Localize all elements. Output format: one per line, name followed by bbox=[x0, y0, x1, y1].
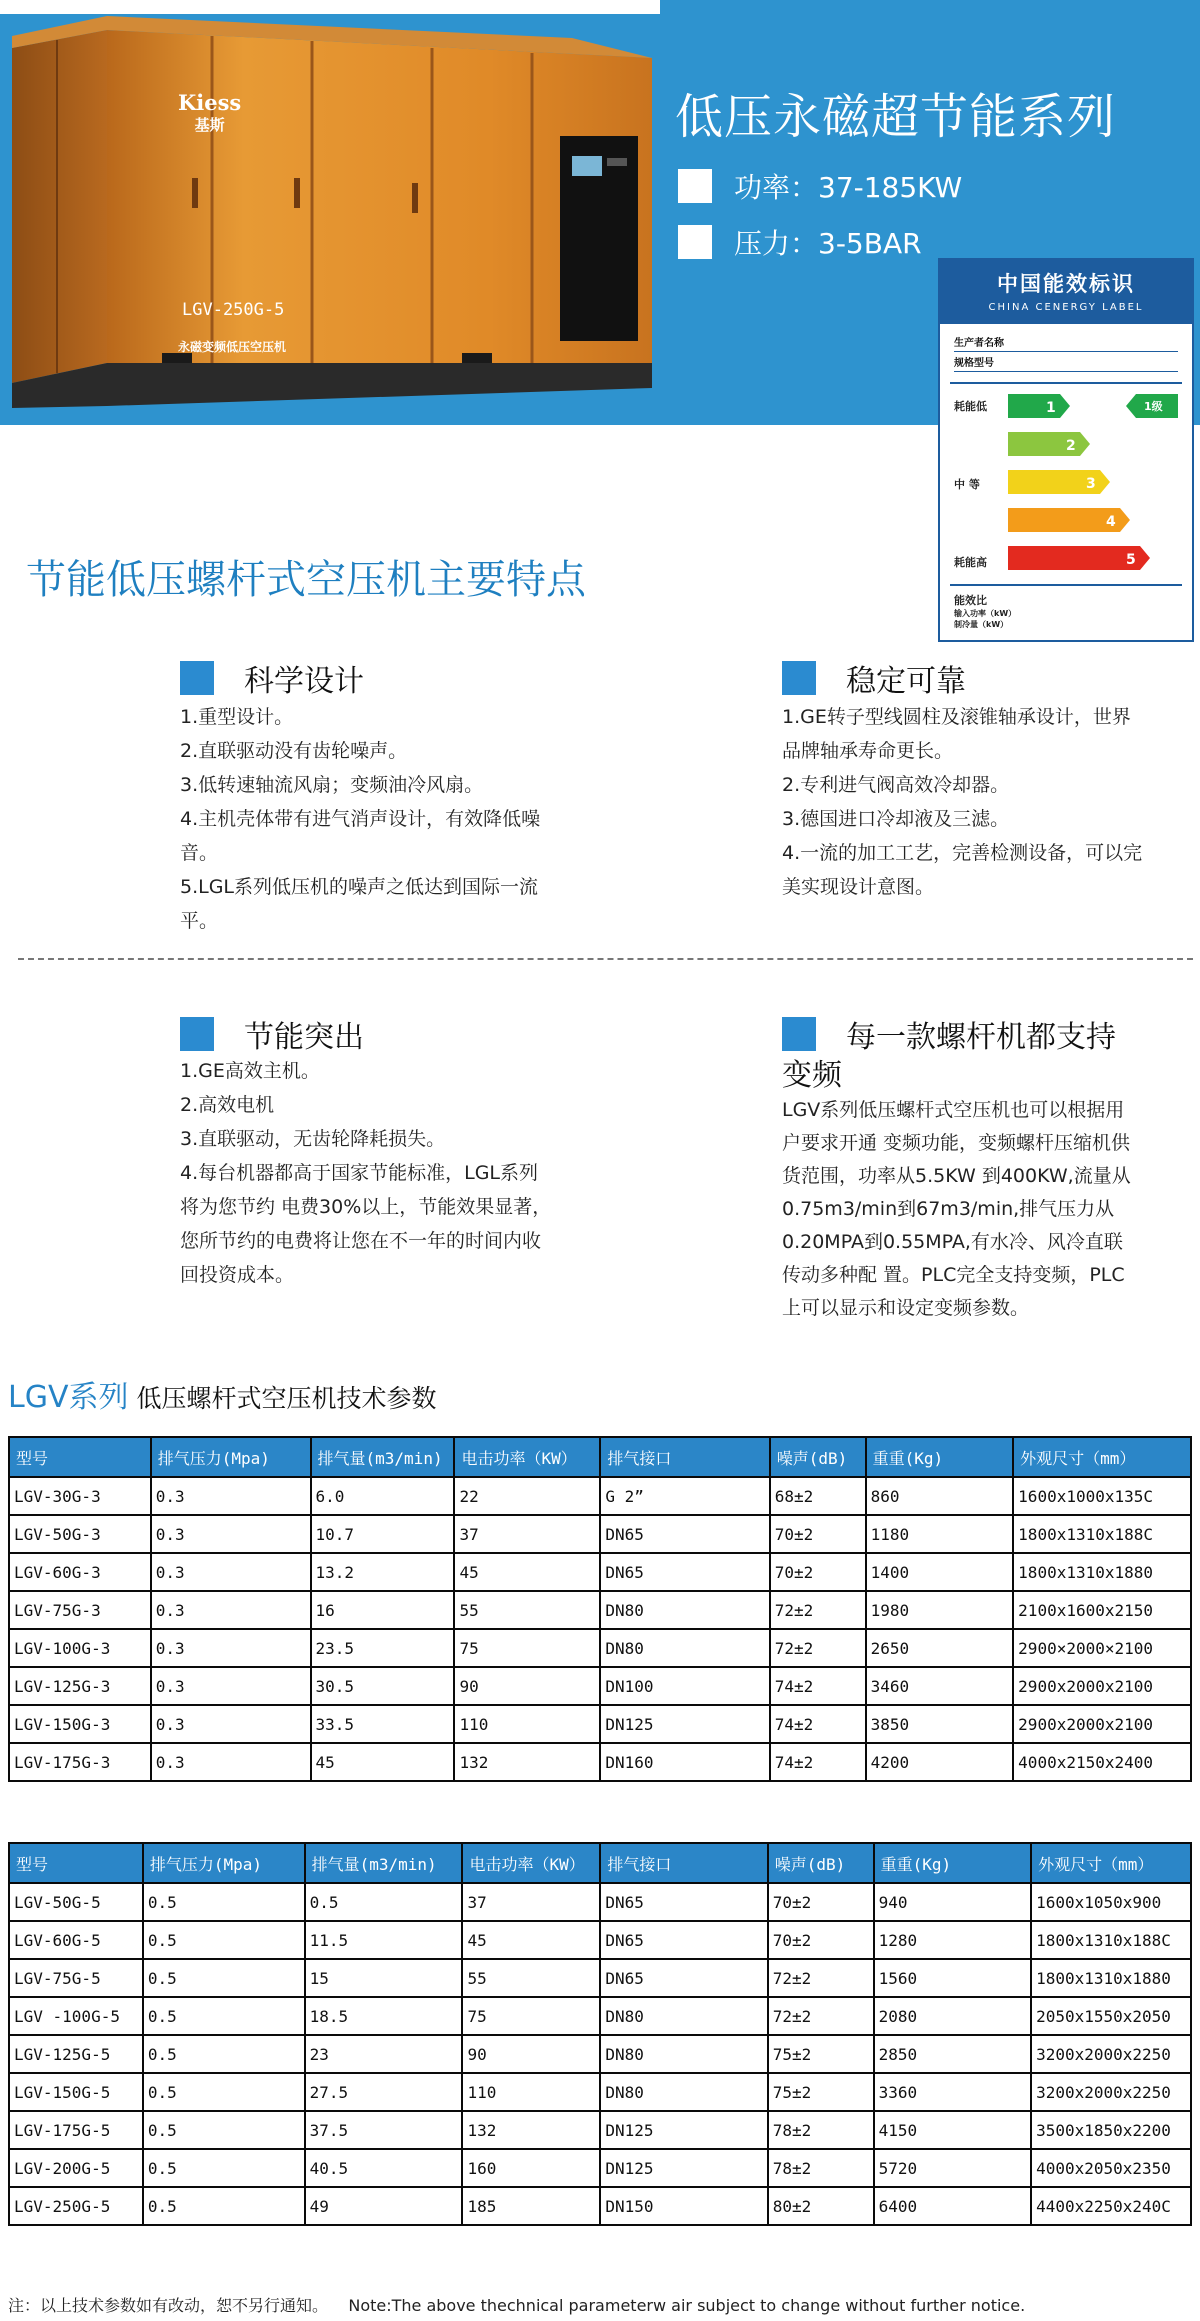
list-item: 1.GE高效主机。 bbox=[180, 1060, 320, 1082]
list-item: 2.高效电机 bbox=[180, 1094, 275, 1116]
table-row bbox=[9, 1553, 1191, 1591]
column-header: 噪声(dB) bbox=[768, 1843, 874, 1883]
table-cell: 2850 bbox=[874, 2035, 1031, 2073]
list-item: 3.直联驱动，无齿轮降耗损失。 bbox=[180, 1128, 446, 1150]
bullet-square-icon bbox=[782, 661, 816, 695]
table-cell: 2900x2000x2100 bbox=[1013, 1667, 1191, 1705]
table-cell: LGV-200G-5 bbox=[9, 2149, 143, 2187]
table-cell: DN80 bbox=[600, 1591, 769, 1629]
table-cell: 37 bbox=[454, 1515, 600, 1553]
table-cell: DN125 bbox=[600, 1705, 769, 1743]
table-row bbox=[9, 2149, 1191, 2187]
table-row bbox=[9, 1667, 1191, 1705]
table-cell: 0.5 bbox=[143, 1997, 305, 2035]
bullet-square-icon bbox=[180, 1017, 214, 1051]
table-cell: 4150 bbox=[874, 2111, 1031, 2149]
table-cell: 110 bbox=[454, 1705, 600, 1743]
paragraph-line: 户要求开通 变频功能，变频螺杆压缩机供 bbox=[782, 1132, 1131, 1154]
table-cell: 1980 bbox=[866, 1591, 1014, 1629]
table-cell: LGV-150G-5 bbox=[9, 2073, 143, 2111]
table-cell: 3360 bbox=[874, 2073, 1031, 2111]
table-cell: 0.5 bbox=[143, 2149, 305, 2187]
list-item: 2.专利进气阀高效冷却器。 bbox=[782, 774, 1010, 796]
column-header: 排气量(m3/min) bbox=[305, 1843, 463, 1883]
table-cell: DN80 bbox=[600, 1629, 769, 1667]
table-cell: 5720 bbox=[874, 2149, 1031, 2187]
column-header: 排气压力(Mpa) bbox=[151, 1437, 311, 1477]
table-cell: 45 bbox=[311, 1743, 455, 1781]
table-cell: DN65 bbox=[600, 1515, 769, 1553]
table-cell: 940 bbox=[874, 1883, 1031, 1921]
features-heading: 节能低压螺杆式空压机主要特点 bbox=[26, 557, 586, 603]
paragraph-line: 0.75m3/min到67m3/min,排气压力从 bbox=[782, 1198, 1115, 1220]
table-cell: 1800x1310x188C bbox=[1013, 1515, 1191, 1553]
spec-table-3bar bbox=[8, 1436, 1192, 1782]
table-cell: 3850 bbox=[866, 1705, 1014, 1743]
table-cell: 132 bbox=[454, 1743, 600, 1781]
paragraph-line: 货范围，功率从5.5KW 到400KW,流量从 bbox=[782, 1165, 1131, 1187]
table-cell: 0.5 bbox=[143, 2187, 305, 2225]
column-header: 型号 bbox=[9, 1843, 143, 1883]
list-item: 4.主机壳体带有进气消声设计，有效降低噪 bbox=[180, 808, 541, 830]
table-cell: DN100 bbox=[600, 1667, 769, 1705]
table-cell: 37.5 bbox=[305, 2111, 463, 2149]
table-cell: 78±2 bbox=[768, 2149, 874, 2187]
table-cell: 0.3 bbox=[151, 1591, 311, 1629]
table-cell: 37 bbox=[462, 1883, 600, 1921]
table-cell: 90 bbox=[462, 2035, 600, 2073]
table-cell: LGV-60G-5 bbox=[9, 1921, 143, 1959]
table-cell: 90 bbox=[454, 1667, 600, 1705]
producer-field: 生产者名称 bbox=[954, 332, 1178, 352]
table-cell: 22 bbox=[454, 1477, 600, 1515]
list-item: 4.每台机器都高于国家节能标准，LGL系列 bbox=[180, 1162, 539, 1184]
table-cell: LGV-75G-5 bbox=[9, 1959, 143, 1997]
table-cell: 45 bbox=[462, 1921, 600, 1959]
table-cell: 0.5 bbox=[305, 1883, 463, 1921]
section-divider bbox=[18, 958, 1193, 960]
table-cell: DN125 bbox=[600, 2111, 767, 2149]
pressure-spec bbox=[678, 222, 922, 262]
table-cell: 860 bbox=[866, 1477, 1014, 1515]
table-cell: 75 bbox=[454, 1629, 600, 1667]
table-cell: 78±2 bbox=[768, 2111, 874, 2149]
bullet-square-icon bbox=[782, 1017, 816, 1051]
table-cell: 40.5 bbox=[305, 2149, 463, 2187]
table-row bbox=[9, 1629, 1191, 1667]
feature-reliable-title bbox=[782, 656, 966, 700]
feature-reliable-list bbox=[782, 700, 1192, 904]
table-row bbox=[9, 2187, 1191, 2225]
energy-label-subtitle: CHINA CENERGY LABEL bbox=[988, 302, 1144, 313]
column-header: 外观尺寸（mm） bbox=[1031, 1843, 1191, 1883]
input-power-label: 输入功率（kW） bbox=[954, 609, 1017, 618]
energy-label-footer bbox=[940, 586, 1192, 636]
table-cell: LGV-30G-3 bbox=[9, 1477, 151, 1515]
series-title: 低压永磁超节能系列 bbox=[675, 89, 1117, 145]
table-row bbox=[9, 1477, 1191, 1515]
table-cell: 72±2 bbox=[770, 1629, 866, 1667]
table-cell: 55 bbox=[454, 1591, 600, 1629]
table-cell: 160 bbox=[462, 2149, 600, 2187]
table-cell: DN80 bbox=[600, 2035, 767, 2073]
table-cell: DN150 bbox=[600, 2187, 767, 2225]
bullet-square-icon bbox=[180, 661, 214, 695]
table-cell: 2050x1550x2050 bbox=[1031, 1997, 1191, 2035]
table-cell: 74±2 bbox=[770, 1743, 866, 1781]
table-cell: 72±2 bbox=[770, 1591, 866, 1629]
spec-table-5bar bbox=[8, 1842, 1192, 2226]
table-cell: 0.3 bbox=[151, 1477, 311, 1515]
list-item: 回投资成本。 bbox=[180, 1264, 295, 1286]
list-item: 4.一流的加工工艺，完善检测设备，可以完 bbox=[782, 842, 1143, 864]
efficiency-ratio-label: 能效比 bbox=[954, 594, 987, 607]
footnote: 注：以上技术参数如有改动，恕不另行通知。 Note:The above thechnical parameterw air subject to change without further notice. bbox=[8, 2296, 1026, 2315]
table-cell: 1280 bbox=[874, 1921, 1031, 1959]
table-cell: 23.5 bbox=[311, 1629, 455, 1667]
table-cell: LGV-50G-3 bbox=[9, 1515, 151, 1553]
table-cell: 75 bbox=[462, 1997, 600, 2035]
table-title-text: 低压螺杆式空压机技术参数 bbox=[136, 1384, 437, 1413]
table-cell: 0.3 bbox=[151, 1705, 311, 1743]
table-cell: DN65 bbox=[600, 1883, 767, 1921]
list-item: 1.重型设计。 bbox=[180, 706, 294, 728]
table-cell: 0.5 bbox=[143, 1921, 305, 1959]
table-cell: LGV -100G-5 bbox=[9, 1997, 143, 2035]
table-cell: 75±2 bbox=[768, 2035, 874, 2073]
list-item: 品牌轴承寿命更长。 bbox=[782, 740, 954, 762]
table-cell: 0.5 bbox=[143, 1959, 305, 1997]
air-compressor-image bbox=[12, 8, 662, 428]
table-cell: LGV-100G-3 bbox=[9, 1629, 151, 1667]
grade-low-label: 耗能低 bbox=[954, 400, 987, 413]
list-item: 3.低转速轴流风扇；变频油冷风扇。 bbox=[180, 774, 484, 796]
table-cell: 2080 bbox=[874, 1997, 1031, 2035]
table-cell: 132 bbox=[462, 2111, 600, 2149]
list-item: 美实现设计意图。 bbox=[782, 876, 935, 898]
table-body bbox=[9, 1477, 1191, 1781]
table-cell: DN80 bbox=[600, 1997, 767, 2035]
table-cell: 2650 bbox=[866, 1629, 1014, 1667]
feature-vfd-heading-line2: 变频 bbox=[782, 1058, 842, 1093]
table-cell: 13.2 bbox=[311, 1553, 455, 1591]
table-cell: 72±2 bbox=[768, 1997, 874, 2035]
pressure-text: 压力：3-5BAR bbox=[734, 227, 922, 260]
list-item: 将为您节约 电费30%以上，节能效果显著， bbox=[180, 1196, 552, 1218]
table-cell: 70±2 bbox=[770, 1515, 866, 1553]
grade-arrows-icon bbox=[1008, 388, 1178, 580]
table-cell: LGV-50G-5 bbox=[9, 1883, 143, 1921]
table-cell: 74±2 bbox=[770, 1667, 866, 1705]
table-cell: 16 bbox=[311, 1591, 455, 1629]
list-item: 5.LGL系列低压机的噪声之低达到国际一流 bbox=[180, 876, 539, 898]
table-cell: 0.3 bbox=[151, 1743, 311, 1781]
column-header: 排气接口 bbox=[600, 1843, 767, 1883]
table-cell: 23 bbox=[305, 2035, 463, 2073]
svg-text:5: 5 bbox=[1126, 552, 1136, 568]
feature-design-list bbox=[180, 700, 600, 938]
table-row bbox=[9, 1515, 1191, 1553]
table-cell: 4000x2050x2350 bbox=[1031, 2149, 1191, 2187]
table-cell: 33.5 bbox=[311, 1705, 455, 1743]
paragraph-line: 0.20MPA到0.55MPA,有水冷、风冷直联 bbox=[782, 1231, 1123, 1253]
table-row bbox=[9, 2073, 1191, 2111]
table-cell: 1800x1310x1880 bbox=[1031, 1959, 1191, 1997]
table-cell: 6.0 bbox=[311, 1477, 455, 1515]
column-header: 排气压力(Mpa) bbox=[143, 1843, 305, 1883]
column-header: 排气接口 bbox=[600, 1437, 769, 1477]
table-row bbox=[9, 1959, 1191, 1997]
svg-text:4: 4 bbox=[1106, 514, 1116, 530]
power-text: 功率：37-185KW bbox=[734, 171, 963, 204]
table-cell: 4200 bbox=[866, 1743, 1014, 1781]
table-row bbox=[9, 1883, 1191, 1921]
table-body bbox=[9, 1883, 1191, 2225]
paragraph-line: 传动多种配 置。PLC完全支持变频，PLC bbox=[782, 1264, 1125, 1286]
table-cell: DN65 bbox=[600, 1921, 767, 1959]
table-cell: DN65 bbox=[600, 1959, 767, 1997]
table-cell: 1180 bbox=[866, 1515, 1014, 1553]
table-cell: 1560 bbox=[874, 1959, 1031, 1997]
table-cell: 70±2 bbox=[768, 1921, 874, 1959]
table-row bbox=[9, 1591, 1191, 1629]
column-header: 重重(Kg) bbox=[866, 1437, 1014, 1477]
energy-label-title: 中国能效标识 bbox=[997, 272, 1135, 296]
feature-vfd-heading: 每一款螺杆机都支持 bbox=[846, 1020, 1116, 1055]
table-cell: LGV-175G-3 bbox=[9, 1743, 151, 1781]
table-cell: 3200x2000x2250 bbox=[1031, 2035, 1191, 2073]
table-cell: LGV-125G-5 bbox=[9, 2035, 143, 2073]
table-header-row bbox=[9, 1437, 1191, 1477]
table-cell: 2900×2000×2100 bbox=[1013, 1629, 1191, 1667]
table-cell: 18.5 bbox=[305, 1997, 463, 2035]
feature-design-title bbox=[180, 656, 364, 700]
list-item: 您所节约的电费将让您在不一年的时间内收 bbox=[180, 1230, 542, 1252]
table-cell: 3460 bbox=[866, 1667, 1014, 1705]
table-row bbox=[9, 1997, 1191, 2035]
column-header: 电击功率（KW） bbox=[462, 1843, 600, 1883]
table-cell: 0.3 bbox=[151, 1629, 311, 1667]
machine-description: 永磁变频低压空压机 bbox=[178, 340, 287, 354]
table-title-series: LGV系列 bbox=[8, 1380, 129, 1415]
table-header-row bbox=[9, 1843, 1191, 1883]
cooling-capacity-label: 制冷量（kW） bbox=[954, 620, 1009, 629]
table-row bbox=[9, 2111, 1191, 2149]
energy-label-fields bbox=[940, 324, 1192, 372]
bullet-square-icon bbox=[678, 169, 712, 203]
table-cell: 185 bbox=[462, 2187, 600, 2225]
table-cell: 0.5 bbox=[143, 2035, 305, 2073]
table-cell: 4400x2250x240C bbox=[1031, 2187, 1191, 2225]
feature-reliable-heading: 稳定可靠 bbox=[846, 664, 966, 699]
table-cell: DN125 bbox=[600, 2149, 767, 2187]
table-cell: 10.7 bbox=[311, 1515, 455, 1553]
table-cell: G 2” bbox=[600, 1477, 769, 1515]
table-cell: 1600x1050x900 bbox=[1031, 1883, 1191, 1921]
table-row bbox=[9, 2035, 1191, 2073]
table-cell: LGV-150G-3 bbox=[9, 1705, 151, 1743]
table-cell: 0.3 bbox=[151, 1515, 311, 1553]
table-cell: DN160 bbox=[600, 1743, 769, 1781]
table-cell: LGV-250G-5 bbox=[9, 2187, 143, 2225]
table-cell: 0.3 bbox=[151, 1553, 311, 1591]
table-cell: 0.3 bbox=[151, 1667, 311, 1705]
table-cell: 3500x1850x2200 bbox=[1031, 2111, 1191, 2149]
table-cell: 74±2 bbox=[770, 1705, 866, 1743]
table-cell: LGV-175G-5 bbox=[9, 2111, 143, 2149]
machine-model-label: LGV-250G-5 bbox=[182, 300, 285, 320]
table-cell: 6400 bbox=[874, 2187, 1031, 2225]
table-cell: 68±2 bbox=[770, 1477, 866, 1515]
column-header: 噪声(dB) bbox=[770, 1437, 866, 1477]
column-header: 电击功率（KW） bbox=[454, 1437, 600, 1477]
list-item: 平。 bbox=[180, 910, 219, 932]
list-item: 1.GE转子型线圆柱及滚锥轴承设计，世界 bbox=[782, 706, 1131, 728]
energy-grades bbox=[950, 382, 1182, 586]
table-cell: 2900x2000x2100 bbox=[1013, 1705, 1191, 1743]
table-cell: LGV-125G-3 bbox=[9, 1667, 151, 1705]
column-header: 型号 bbox=[9, 1437, 151, 1477]
column-header: 重重(Kg) bbox=[874, 1843, 1031, 1883]
table-row bbox=[9, 1743, 1191, 1781]
table-cell: 72±2 bbox=[768, 1959, 874, 1997]
feature-design-heading: 科学设计 bbox=[244, 664, 364, 699]
table-cell: 75±2 bbox=[768, 2073, 874, 2111]
table-cell: 70±2 bbox=[770, 1553, 866, 1591]
svg-text:3: 3 bbox=[1086, 476, 1096, 492]
paragraph-line: 上可以显示和设定变频参数。 bbox=[782, 1297, 1030, 1319]
grade-high-label: 耗能高 bbox=[954, 556, 987, 569]
table-cell: LGV-75G-3 bbox=[9, 1591, 151, 1629]
list-item: 2.直联驱动没有齿轮噪声。 bbox=[180, 740, 408, 762]
list-item: 音。 bbox=[180, 842, 219, 864]
energy-label-header bbox=[940, 260, 1192, 324]
table-cell: 80±2 bbox=[768, 2187, 874, 2225]
table-row bbox=[9, 1921, 1191, 1959]
grade-mid-label: 中 等 bbox=[954, 478, 980, 491]
column-header: 排气量(m3/min) bbox=[311, 1437, 455, 1477]
table-cell: 1400 bbox=[866, 1553, 1014, 1591]
table-cell: 0.5 bbox=[143, 2073, 305, 2111]
grade-badge: 1级 bbox=[1144, 400, 1163, 413]
paragraph-line: LGV系列低压螺杆式空压机也可以根据用 bbox=[782, 1099, 1125, 1121]
feature-vfd-paragraph bbox=[782, 1094, 1192, 1325]
table-cell: 0.5 bbox=[143, 1883, 305, 1921]
table-cell: 55 bbox=[462, 1959, 600, 1997]
power-spec bbox=[678, 166, 962, 206]
list-item: 3.德国进口冷却液及三滤。 bbox=[782, 808, 1010, 830]
table-cell: 0.5 bbox=[143, 2111, 305, 2149]
table-cell: 110 bbox=[462, 2073, 600, 2111]
table-cell: 15 bbox=[305, 1959, 463, 1997]
bullet-square-icon bbox=[678, 225, 712, 259]
table-cell: 3200x2000x2250 bbox=[1031, 2073, 1191, 2111]
svg-text:2: 2 bbox=[1066, 438, 1076, 454]
table-cell: 4000x2150x2400 bbox=[1013, 1743, 1191, 1781]
table-title bbox=[8, 1372, 437, 1416]
table-cell: LGV-60G-3 bbox=[9, 1553, 151, 1591]
table-cell: 70±2 bbox=[768, 1883, 874, 1921]
machine-brand-logo: Kiess 基斯 bbox=[178, 90, 242, 134]
feature-saving-list bbox=[180, 1054, 600, 1292]
column-header: 外观尺寸（mm） bbox=[1013, 1437, 1191, 1477]
table-cell: 1800x1310x1880 bbox=[1013, 1553, 1191, 1591]
table-cell: 1600x1000x135C bbox=[1013, 1477, 1191, 1515]
svg-text:1: 1 bbox=[1046, 400, 1056, 416]
table-row bbox=[9, 1705, 1191, 1743]
table-cell: 30.5 bbox=[311, 1667, 455, 1705]
table-cell: 1800x1310x188C bbox=[1031, 1921, 1191, 1959]
table-cell: 2100x1600x2150 bbox=[1013, 1591, 1191, 1629]
table-cell: 27.5 bbox=[305, 2073, 463, 2111]
feature-saving-title bbox=[180, 1012, 364, 1056]
table-cell: 49 bbox=[305, 2187, 463, 2225]
table-cell: DN80 bbox=[600, 2073, 767, 2111]
feature-saving-heading: 节能突出 bbox=[244, 1020, 364, 1055]
table-cell: 45 bbox=[454, 1553, 600, 1591]
model-field: 规格型号 bbox=[954, 352, 1178, 372]
energy-efficiency-label bbox=[938, 258, 1194, 642]
table-cell: DN65 bbox=[600, 1553, 769, 1591]
table-cell: 11.5 bbox=[305, 1921, 463, 1959]
